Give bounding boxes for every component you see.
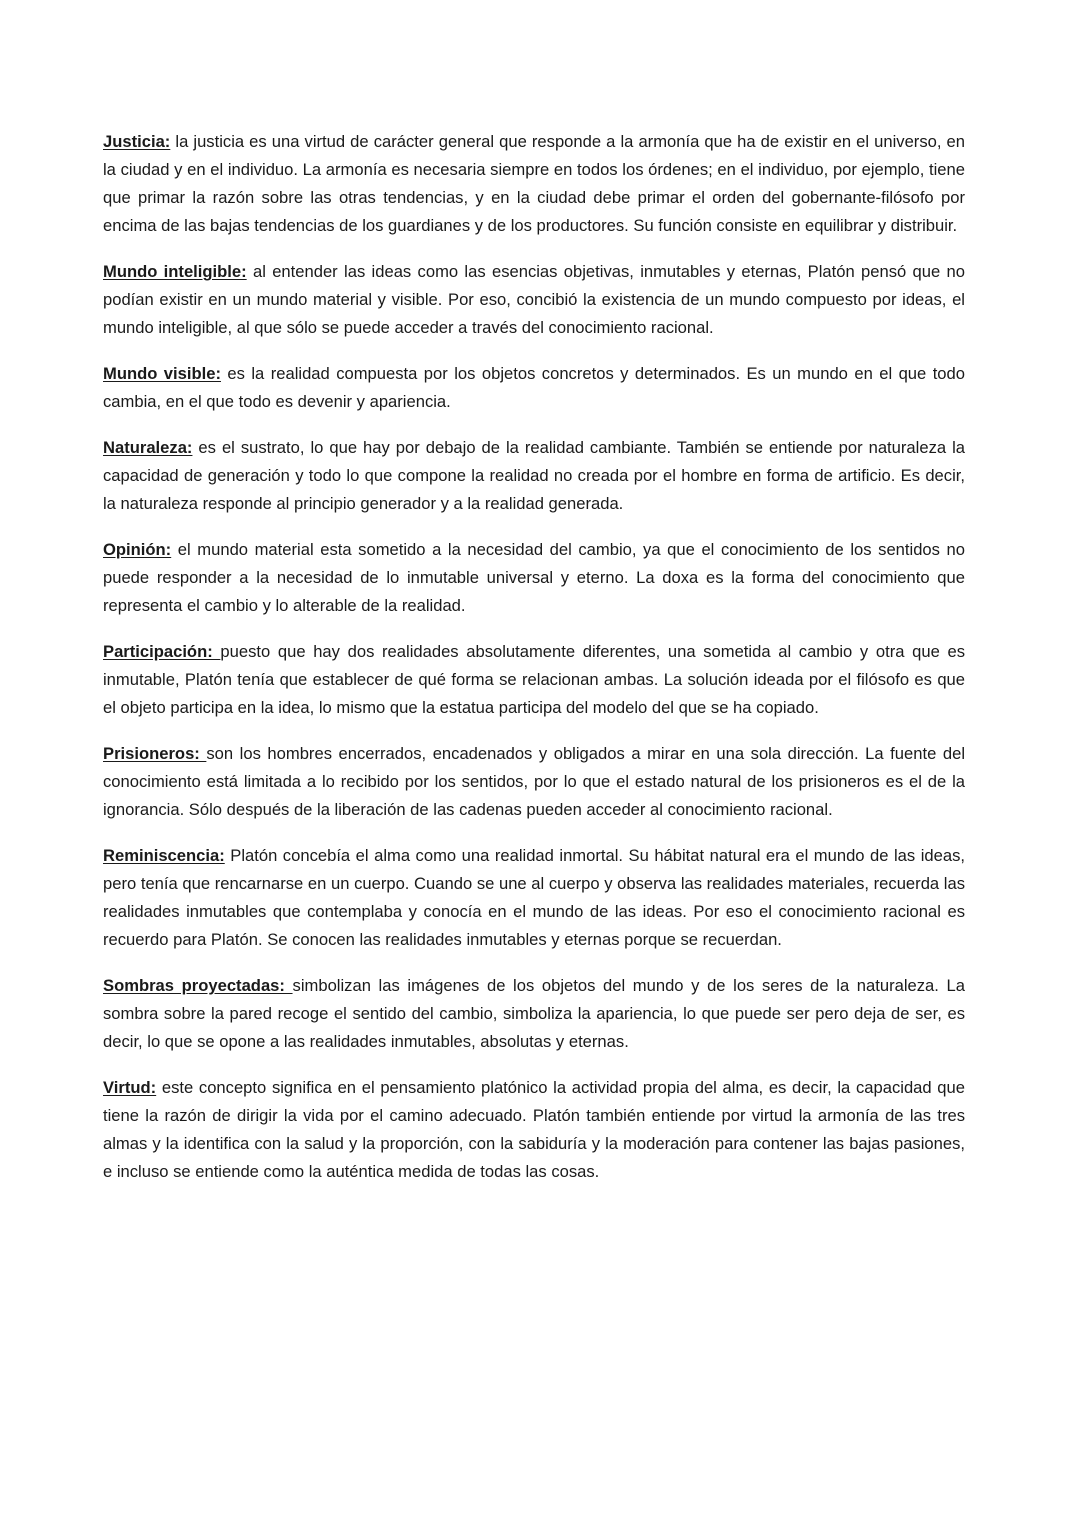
term-opinion: Opinión: xyxy=(103,540,172,559)
entry-mundo-visible xyxy=(103,360,965,416)
definition-justicia: la justicia es una virtud de carácter general que responde a la armonía que ha de existir en el universo, en la ciudad y en el individuo. La armonía es necesaria siempre en todos los órdenes; en el individuo, por ejemplo, tiene que primar la razón sobre las otras tendencias, y en la ciudad debe primar el orden del gobernante-filósofo por encima de las bajas tendencias de los guardianes y de los productores. Su función consiste en equilibrar y distribuir. xyxy=(103,132,965,235)
entry-sombras-proyectadas xyxy=(103,972,965,1056)
definition-participacion: puesto que hay dos realidades absolutamente diferentes, una sometida al cambio y otra que es inmutable, Platón tenía que establecer de qué forma se relacionan ambas. La solución ideada por el filósofo es que el objeto participa en la idea, lo mismo que la estatua participa del modelo del que se ha copiado. xyxy=(103,642,965,717)
glossary-page xyxy=(103,128,965,1204)
entry-opinion xyxy=(103,536,965,620)
entry-justicia xyxy=(103,128,965,240)
definition-mundo-inteligible: al entender las ideas como las esencias objetivas, inmutables y eternas, Platón pensó que no podían existir en un mundo material y visible. Por eso, concibió la existencia de un mundo compuesto por ideas, el mundo inteligible, al que sólo se puede acceder a través del conocimiento racional. xyxy=(103,262,965,337)
definition-prisioneros: son los hombres encerrados, encadenados y obligados a mirar en una sola dirección. La fuente del conocimiento está limitada a lo recibido por los sentidos, por lo que el estado natural de los prisioneros es el de la ignorancia. Sólo después de la liberación de las cadenas pueden acceder al conocimiento racional. xyxy=(103,744,966,819)
definition-sombras-proyectadas: simbolizan las imágenes de los objetos del mundo y de los seres de la naturaleza. La sombra sobre la pared recoge el sentido del cambio, simboliza la apariencia, lo que puede ser pero deja de ser, es decir, lo que se opone a las realidades inmutables, absolutas y eternas. xyxy=(103,976,965,1051)
term-reminiscencia: Reminiscencia: xyxy=(103,846,225,865)
term-sombras-proyectadas: Sombras proyectadas: xyxy=(103,976,293,995)
entry-mundo-inteligible xyxy=(103,258,965,342)
entry-participacion xyxy=(103,638,965,722)
entry-naturaleza xyxy=(103,434,965,518)
term-virtud: Virtud: xyxy=(103,1078,157,1097)
entry-reminiscencia xyxy=(103,842,965,954)
entry-prisioneros xyxy=(103,740,965,824)
term-participacion: Participación: xyxy=(103,642,221,661)
term-naturaleza: Naturaleza: xyxy=(103,438,193,457)
term-prisioneros: Prisioneros: xyxy=(103,744,207,763)
definition-naturaleza: es el sustrato, lo que hay por debajo de la realidad cambiante. También se entiende por naturaleza la capacidad de generación y todo lo que compone la realidad no creada por el hombre en forma de artificio. Es decir, la naturaleza responde al principio generador y a la realidad generada. xyxy=(103,438,965,513)
definition-virtud: este concepto significa en el pensamiento platónico la actividad propia del alma, es decir, la capacidad que tiene la razón de dirigir la vida por el camino adecuado. Platón también entiende por virtud la armonía de las tres almas y la identifica con la salud y la proporción, con la sabiduría y la moderación para contener las bajas pasiones, e incluso se entiende como la auténtica medida de todas las cosas. xyxy=(103,1078,965,1181)
term-justicia: Justicia: xyxy=(103,132,171,151)
definition-mundo-visible: es la realidad compuesta por los objetos concretos y determinados. Es un mundo en el que todo cambia, en el que todo es devenir y apariencia. xyxy=(103,364,965,411)
term-mundo-inteligible: Mundo inteligible: xyxy=(103,262,247,281)
entry-virtud xyxy=(103,1074,965,1186)
definition-opinion: el mundo material esta sometido a la necesidad del cambio, ya que el conocimiento de los sentidos no puede responder a la necesidad de lo inmutable universal y eterno. La doxa es la forma del conocimiento que representa el cambio y lo alterable de la realidad. xyxy=(103,540,965,615)
term-mundo-visible: Mundo visible: xyxy=(103,364,221,383)
definition-reminiscencia: Platón concebía el alma como una realidad inmortal. Su hábitat natural era el mundo de las ideas, pero tenía que rencarnarse en un cuerpo. Cuando se une al cuerpo y observa las realidades materiales, recuerda las realidades inmutables que contemplaba y conocía en el mundo de las ideas. Por eso el conocimiento racional es recuerdo para Platón. Se conocen las realidades inmutables y eternas porque se recuerdan. xyxy=(103,846,965,949)
